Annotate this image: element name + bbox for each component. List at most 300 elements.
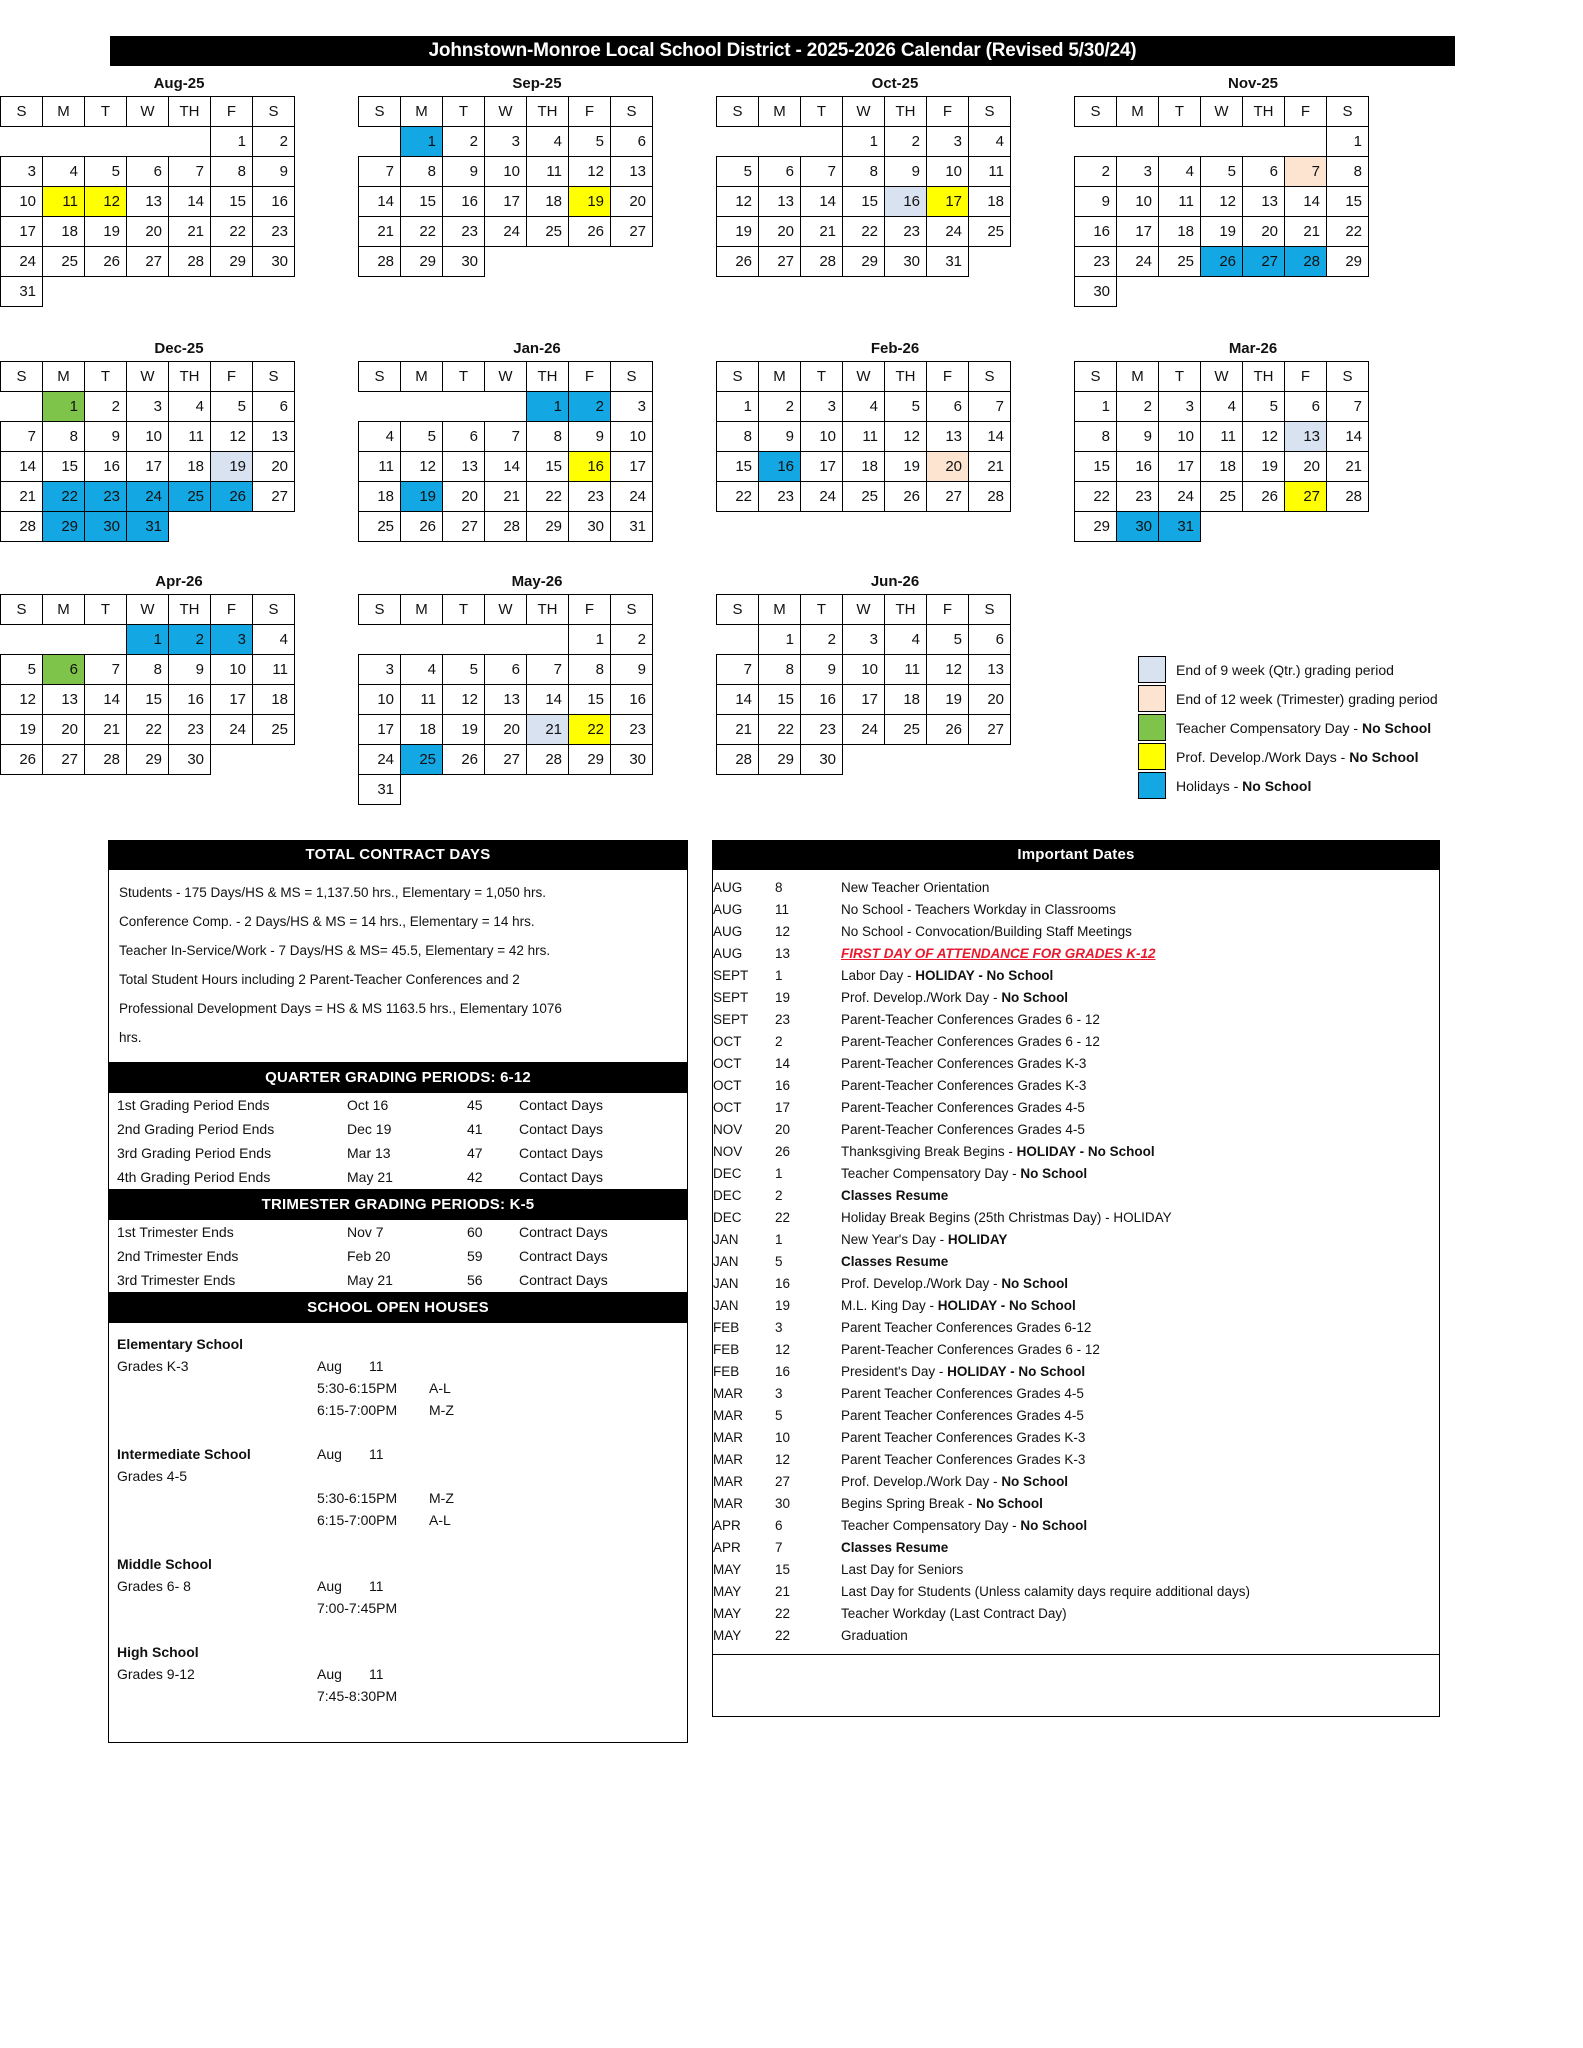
- day-cell[interactable]: 13: [485, 685, 527, 715]
- day-cell[interactable]: 16: [611, 685, 653, 715]
- day-cell[interactable]: 1: [843, 127, 885, 157]
- day-cell[interactable]: 22: [527, 482, 569, 512]
- day-cell[interactable]: 30: [611, 745, 653, 775]
- day-cell[interactable]: 18: [1201, 452, 1243, 482]
- day-cell[interactable]: 16: [85, 452, 127, 482]
- day-cell[interactable]: 5: [569, 127, 611, 157]
- day-cell[interactable]: 31: [611, 512, 653, 542]
- day-cell[interactable]: 11: [527, 157, 569, 187]
- day-cell[interactable]: 14: [801, 187, 843, 217]
- day-cell[interactable]: 12: [211, 422, 253, 452]
- day-cell[interactable]: 27: [927, 482, 969, 512]
- day-cell[interactable]: 21: [801, 217, 843, 247]
- day-cell[interactable]: 24: [211, 715, 253, 745]
- day-cell[interactable]: 10: [211, 655, 253, 685]
- day-cell[interactable]: 26: [1, 745, 43, 775]
- day-cell[interactable]: 30: [1117, 512, 1159, 542]
- day-cell[interactable]: 20: [443, 482, 485, 512]
- day-cell[interactable]: 29: [43, 512, 85, 542]
- day-cell[interactable]: 12: [927, 655, 969, 685]
- day-cell[interactable]: 16: [169, 685, 211, 715]
- day-cell[interactable]: 23: [169, 715, 211, 745]
- day-cell[interactable]: 6: [443, 422, 485, 452]
- day-cell[interactable]: 31: [127, 512, 169, 542]
- day-cell[interactable]: 8: [401, 157, 443, 187]
- day-cell[interactable]: 18: [1159, 217, 1201, 247]
- day-cell[interactable]: 28: [717, 745, 759, 775]
- day-cell[interactable]: 23: [801, 715, 843, 745]
- day-cell[interactable]: 10: [801, 422, 843, 452]
- day-cell[interactable]: 20: [611, 187, 653, 217]
- day-cell[interactable]: 19: [85, 217, 127, 247]
- day-cell[interactable]: 10: [127, 422, 169, 452]
- day-cell[interactable]: 12: [1, 685, 43, 715]
- day-cell[interactable]: 15: [717, 452, 759, 482]
- day-cell[interactable]: 15: [1075, 452, 1117, 482]
- day-cell[interactable]: 7: [485, 422, 527, 452]
- day-cell[interactable]: 6: [127, 157, 169, 187]
- day-cell[interactable]: 16: [569, 452, 611, 482]
- day-cell[interactable]: 15: [127, 685, 169, 715]
- day-cell[interactable]: 25: [359, 512, 401, 542]
- day-cell[interactable]: 8: [211, 157, 253, 187]
- day-cell[interactable]: 15: [211, 187, 253, 217]
- day-cell[interactable]: 27: [443, 512, 485, 542]
- day-cell[interactable]: 15: [401, 187, 443, 217]
- day-cell[interactable]: 26: [85, 247, 127, 277]
- day-cell[interactable]: 18: [359, 482, 401, 512]
- day-cell[interactable]: 17: [211, 685, 253, 715]
- day-cell[interactable]: 10: [1, 187, 43, 217]
- day-cell[interactable]: 22: [1327, 217, 1369, 247]
- day-cell[interactable]: 10: [611, 422, 653, 452]
- day-cell[interactable]: 17: [127, 452, 169, 482]
- day-cell[interactable]: 5: [85, 157, 127, 187]
- day-cell[interactable]: 5: [1201, 157, 1243, 187]
- day-cell[interactable]: 17: [1159, 452, 1201, 482]
- day-cell[interactable]: 19: [443, 715, 485, 745]
- day-cell[interactable]: 26: [885, 482, 927, 512]
- day-cell[interactable]: 8: [569, 655, 611, 685]
- day-cell[interactable]: 19: [211, 452, 253, 482]
- day-cell[interactable]: 11: [843, 422, 885, 452]
- day-cell[interactable]: 2: [443, 127, 485, 157]
- day-cell[interactable]: 9: [801, 655, 843, 685]
- day-cell[interactable]: 11: [43, 187, 85, 217]
- day-cell[interactable]: 14: [1327, 422, 1369, 452]
- day-cell[interactable]: 22: [401, 217, 443, 247]
- day-cell[interactable]: 25: [169, 482, 211, 512]
- day-cell[interactable]: 8: [1327, 157, 1369, 187]
- day-cell[interactable]: 15: [843, 187, 885, 217]
- day-cell[interactable]: 11: [169, 422, 211, 452]
- day-cell[interactable]: 14: [969, 422, 1011, 452]
- day-cell[interactable]: 4: [885, 625, 927, 655]
- day-cell[interactable]: 16: [443, 187, 485, 217]
- day-cell[interactable]: 3: [1, 157, 43, 187]
- day-cell[interactable]: 9: [1075, 187, 1117, 217]
- day-cell[interactable]: 28: [801, 247, 843, 277]
- day-cell[interactable]: 8: [843, 157, 885, 187]
- day-cell[interactable]: 5: [401, 422, 443, 452]
- day-cell[interactable]: 31: [927, 247, 969, 277]
- day-cell[interactable]: 14: [1, 452, 43, 482]
- day-cell[interactable]: 28: [169, 247, 211, 277]
- day-cell[interactable]: 22: [211, 217, 253, 247]
- day-cell[interactable]: 2: [1117, 392, 1159, 422]
- day-cell[interactable]: 2: [253, 127, 295, 157]
- day-cell[interactable]: 9: [85, 422, 127, 452]
- day-cell[interactable]: 12: [1243, 422, 1285, 452]
- day-cell[interactable]: 7: [169, 157, 211, 187]
- day-cell[interactable]: 8: [527, 422, 569, 452]
- day-cell[interactable]: 24: [801, 482, 843, 512]
- day-cell[interactable]: 26: [211, 482, 253, 512]
- day-cell[interactable]: 26: [717, 247, 759, 277]
- day-cell[interactable]: 22: [127, 715, 169, 745]
- day-cell[interactable]: 29: [1327, 247, 1369, 277]
- day-cell[interactable]: 30: [1075, 277, 1117, 307]
- day-cell[interactable]: 7: [969, 392, 1011, 422]
- day-cell[interactable]: 30: [801, 745, 843, 775]
- day-cell[interactable]: 24: [127, 482, 169, 512]
- day-cell[interactable]: 17: [843, 685, 885, 715]
- day-cell[interactable]: 16: [1117, 452, 1159, 482]
- day-cell[interactable]: 10: [359, 685, 401, 715]
- day-cell[interactable]: 30: [85, 512, 127, 542]
- day-cell[interactable]: 11: [401, 685, 443, 715]
- day-cell[interactable]: 20: [485, 715, 527, 745]
- day-cell[interactable]: 24: [843, 715, 885, 745]
- day-cell[interactable]: 28: [527, 745, 569, 775]
- day-cell[interactable]: 17: [1117, 217, 1159, 247]
- day-cell[interactable]: 27: [127, 247, 169, 277]
- day-cell[interactable]: 7: [359, 157, 401, 187]
- day-cell[interactable]: 13: [43, 685, 85, 715]
- day-cell[interactable]: 24: [359, 745, 401, 775]
- day-cell[interactable]: 7: [1285, 157, 1327, 187]
- day-cell[interactable]: 2: [569, 392, 611, 422]
- day-cell[interactable]: 14: [359, 187, 401, 217]
- day-cell[interactable]: 15: [43, 452, 85, 482]
- day-cell[interactable]: 9: [569, 422, 611, 452]
- day-cell[interactable]: 21: [527, 715, 569, 745]
- day-cell[interactable]: 19: [927, 685, 969, 715]
- day-cell[interactable]: 4: [169, 392, 211, 422]
- day-cell[interactable]: 16: [1075, 217, 1117, 247]
- day-cell[interactable]: 12: [1201, 187, 1243, 217]
- day-cell[interactable]: 2: [85, 392, 127, 422]
- day-cell[interactable]: 28: [359, 247, 401, 277]
- day-cell[interactable]: 16: [759, 452, 801, 482]
- day-cell[interactable]: 16: [253, 187, 295, 217]
- day-cell[interactable]: 5: [211, 392, 253, 422]
- day-cell[interactable]: 6: [253, 392, 295, 422]
- day-cell[interactable]: 12: [443, 685, 485, 715]
- day-cell[interactable]: 6: [969, 625, 1011, 655]
- day-cell[interactable]: 12: [85, 187, 127, 217]
- day-cell[interactable]: 5: [1, 655, 43, 685]
- day-cell[interactable]: 26: [443, 745, 485, 775]
- day-cell[interactable]: 8: [1075, 422, 1117, 452]
- day-cell[interactable]: 22: [1075, 482, 1117, 512]
- day-cell[interactable]: 22: [43, 482, 85, 512]
- day-cell[interactable]: 27: [253, 482, 295, 512]
- day-cell[interactable]: 29: [127, 745, 169, 775]
- day-cell[interactable]: 9: [443, 157, 485, 187]
- day-cell[interactable]: 30: [443, 247, 485, 277]
- day-cell[interactable]: 20: [759, 217, 801, 247]
- day-cell[interactable]: 6: [485, 655, 527, 685]
- day-cell[interactable]: 6: [759, 157, 801, 187]
- day-cell[interactable]: 10: [485, 157, 527, 187]
- day-cell[interactable]: 18: [969, 187, 1011, 217]
- day-cell[interactable]: 26: [1243, 482, 1285, 512]
- day-cell[interactable]: 29: [401, 247, 443, 277]
- day-cell[interactable]: 25: [885, 715, 927, 745]
- day-cell[interactable]: 4: [1159, 157, 1201, 187]
- day-cell[interactable]: 14: [85, 685, 127, 715]
- day-cell[interactable]: 6: [927, 392, 969, 422]
- day-cell[interactable]: 24: [1117, 247, 1159, 277]
- day-cell[interactable]: 3: [611, 392, 653, 422]
- day-cell[interactable]: 4: [527, 127, 569, 157]
- day-cell[interactable]: 17: [1, 217, 43, 247]
- day-cell[interactable]: 8: [127, 655, 169, 685]
- day-cell[interactable]: 4: [43, 157, 85, 187]
- day-cell[interactable]: 29: [1075, 512, 1117, 542]
- day-cell[interactable]: 18: [885, 685, 927, 715]
- day-cell[interactable]: 8: [43, 422, 85, 452]
- day-cell[interactable]: 19: [1201, 217, 1243, 247]
- day-cell[interactable]: 14: [485, 452, 527, 482]
- day-cell[interactable]: 21: [1, 482, 43, 512]
- day-cell[interactable]: 30: [885, 247, 927, 277]
- day-cell[interactable]: 28: [85, 745, 127, 775]
- day-cell[interactable]: 27: [1285, 482, 1327, 512]
- day-cell[interactable]: 22: [843, 217, 885, 247]
- day-cell[interactable]: 25: [401, 745, 443, 775]
- day-cell[interactable]: 4: [253, 625, 295, 655]
- day-cell[interactable]: 10: [843, 655, 885, 685]
- day-cell[interactable]: 1: [759, 625, 801, 655]
- day-cell[interactable]: 13: [253, 422, 295, 452]
- day-cell[interactable]: 1: [211, 127, 253, 157]
- day-cell[interactable]: 20: [253, 452, 295, 482]
- day-cell[interactable]: 6: [1243, 157, 1285, 187]
- day-cell[interactable]: 9: [885, 157, 927, 187]
- day-cell[interactable]: 15: [1327, 187, 1369, 217]
- day-cell[interactable]: 18: [253, 685, 295, 715]
- day-cell[interactable]: 4: [401, 655, 443, 685]
- day-cell[interactable]: 28: [485, 512, 527, 542]
- day-cell[interactable]: 17: [359, 715, 401, 745]
- day-cell[interactable]: 14: [1285, 187, 1327, 217]
- day-cell[interactable]: 9: [611, 655, 653, 685]
- day-cell[interactable]: 1: [43, 392, 85, 422]
- day-cell[interactable]: 11: [1159, 187, 1201, 217]
- day-cell[interactable]: 15: [527, 452, 569, 482]
- day-cell[interactable]: 17: [801, 452, 843, 482]
- day-cell[interactable]: 9: [169, 655, 211, 685]
- day-cell[interactable]: 27: [969, 715, 1011, 745]
- day-cell[interactable]: 18: [43, 217, 85, 247]
- day-cell[interactable]: 27: [611, 217, 653, 247]
- day-cell[interactable]: 7: [717, 655, 759, 685]
- day-cell[interactable]: 3: [359, 655, 401, 685]
- day-cell[interactable]: 13: [969, 655, 1011, 685]
- day-cell[interactable]: 11: [885, 655, 927, 685]
- day-cell[interactable]: 20: [1243, 217, 1285, 247]
- day-cell[interactable]: 21: [359, 217, 401, 247]
- day-cell[interactable]: 26: [569, 217, 611, 247]
- day-cell[interactable]: 23: [1117, 482, 1159, 512]
- day-cell[interactable]: 10: [927, 157, 969, 187]
- day-cell[interactable]: 18: [401, 715, 443, 745]
- day-cell[interactable]: 3: [1159, 392, 1201, 422]
- day-cell[interactable]: 23: [253, 217, 295, 247]
- day-cell[interactable]: 3: [211, 625, 253, 655]
- day-cell[interactable]: 2: [1075, 157, 1117, 187]
- day-cell[interactable]: 19: [401, 482, 443, 512]
- day-cell[interactable]: 19: [885, 452, 927, 482]
- day-cell[interactable]: 2: [611, 625, 653, 655]
- day-cell[interactable]: 23: [569, 482, 611, 512]
- day-cell[interactable]: 13: [443, 452, 485, 482]
- day-cell[interactable]: 22: [759, 715, 801, 745]
- day-cell[interactable]: 1: [127, 625, 169, 655]
- day-cell[interactable]: 23: [85, 482, 127, 512]
- day-cell[interactable]: 29: [759, 745, 801, 775]
- day-cell[interactable]: 26: [401, 512, 443, 542]
- day-cell[interactable]: 7: [85, 655, 127, 685]
- day-cell[interactable]: 5: [717, 157, 759, 187]
- day-cell[interactable]: 3: [801, 392, 843, 422]
- day-cell[interactable]: 11: [1201, 422, 1243, 452]
- day-cell[interactable]: 16: [885, 187, 927, 217]
- day-cell[interactable]: 9: [1117, 422, 1159, 452]
- day-cell[interactable]: 30: [253, 247, 295, 277]
- day-cell[interactable]: 3: [485, 127, 527, 157]
- day-cell[interactable]: 1: [717, 392, 759, 422]
- day-cell[interactable]: 6: [611, 127, 653, 157]
- day-cell[interactable]: 24: [927, 217, 969, 247]
- day-cell[interactable]: 10: [1159, 422, 1201, 452]
- day-cell[interactable]: 1: [401, 127, 443, 157]
- day-cell[interactable]: 12: [717, 187, 759, 217]
- day-cell[interactable]: 30: [569, 512, 611, 542]
- day-cell[interactable]: 29: [843, 247, 885, 277]
- day-cell[interactable]: 28: [969, 482, 1011, 512]
- day-cell[interactable]: 17: [611, 452, 653, 482]
- day-cell[interactable]: 27: [759, 247, 801, 277]
- day-cell[interactable]: 23: [1075, 247, 1117, 277]
- day-cell[interactable]: 3: [127, 392, 169, 422]
- day-cell[interactable]: 28: [1327, 482, 1369, 512]
- day-cell[interactable]: 31: [359, 775, 401, 805]
- day-cell[interactable]: 29: [527, 512, 569, 542]
- day-cell[interactable]: 23: [611, 715, 653, 745]
- day-cell[interactable]: 12: [569, 157, 611, 187]
- day-cell[interactable]: 22: [569, 715, 611, 745]
- day-cell[interactable]: 23: [759, 482, 801, 512]
- day-cell[interactable]: 4: [843, 392, 885, 422]
- day-cell[interactable]: 12: [401, 452, 443, 482]
- day-cell[interactable]: 17: [485, 187, 527, 217]
- day-cell[interactable]: 20: [927, 452, 969, 482]
- day-cell[interactable]: 21: [485, 482, 527, 512]
- day-cell[interactable]: 10: [1117, 187, 1159, 217]
- day-cell[interactable]: 20: [43, 715, 85, 745]
- day-cell[interactable]: 1: [1327, 127, 1369, 157]
- day-cell[interactable]: 4: [969, 127, 1011, 157]
- day-cell[interactable]: 25: [843, 482, 885, 512]
- day-cell[interactable]: 15: [569, 685, 611, 715]
- day-cell[interactable]: 24: [485, 217, 527, 247]
- day-cell[interactable]: 13: [927, 422, 969, 452]
- day-cell[interactable]: 31: [1, 277, 43, 307]
- day-cell[interactable]: 22: [717, 482, 759, 512]
- day-cell[interactable]: 14: [717, 685, 759, 715]
- day-cell[interactable]: 18: [169, 452, 211, 482]
- day-cell[interactable]: 20: [969, 685, 1011, 715]
- day-cell[interactable]: 21: [85, 715, 127, 745]
- day-cell[interactable]: 13: [1243, 187, 1285, 217]
- day-cell[interactable]: 2: [759, 392, 801, 422]
- day-cell[interactable]: 13: [611, 157, 653, 187]
- day-cell[interactable]: 20: [127, 217, 169, 247]
- day-cell[interactable]: 2: [169, 625, 211, 655]
- day-cell[interactable]: 21: [1285, 217, 1327, 247]
- day-cell[interactable]: 27: [485, 745, 527, 775]
- day-cell[interactable]: 1: [1075, 392, 1117, 422]
- day-cell[interactable]: 8: [717, 422, 759, 452]
- day-cell[interactable]: 11: [253, 655, 295, 685]
- day-cell[interactable]: 18: [527, 187, 569, 217]
- day-cell[interactable]: 5: [443, 655, 485, 685]
- day-cell[interactable]: 5: [927, 625, 969, 655]
- day-cell[interactable]: 25: [969, 217, 1011, 247]
- day-cell[interactable]: 13: [127, 187, 169, 217]
- day-cell[interactable]: 17: [927, 187, 969, 217]
- day-cell[interactable]: 1: [569, 625, 611, 655]
- day-cell[interactable]: 3: [1117, 157, 1159, 187]
- day-cell[interactable]: 28: [1, 512, 43, 542]
- day-cell[interactable]: 27: [1243, 247, 1285, 277]
- day-cell[interactable]: 4: [359, 422, 401, 452]
- day-cell[interactable]: 21: [169, 217, 211, 247]
- day-cell[interactable]: 7: [1, 422, 43, 452]
- day-cell[interactable]: 5: [885, 392, 927, 422]
- day-cell[interactable]: 31: [1159, 512, 1201, 542]
- day-cell[interactable]: 20: [1285, 452, 1327, 482]
- day-cell[interactable]: 12: [885, 422, 927, 452]
- day-cell[interactable]: 30: [169, 745, 211, 775]
- day-cell[interactable]: 13: [759, 187, 801, 217]
- day-cell[interactable]: 21: [969, 452, 1011, 482]
- day-cell[interactable]: 24: [1159, 482, 1201, 512]
- day-cell[interactable]: 2: [801, 625, 843, 655]
- day-cell[interactable]: 7: [527, 655, 569, 685]
- day-cell[interactable]: 24: [1, 247, 43, 277]
- day-cell[interactable]: 29: [569, 745, 611, 775]
- day-cell[interactable]: 21: [1327, 452, 1369, 482]
- day-cell[interactable]: 18: [843, 452, 885, 482]
- day-cell[interactable]: 2: [885, 127, 927, 157]
- day-cell[interactable]: 9: [253, 157, 295, 187]
- day-cell[interactable]: 23: [885, 217, 927, 247]
- day-cell[interactable]: 4: [1201, 392, 1243, 422]
